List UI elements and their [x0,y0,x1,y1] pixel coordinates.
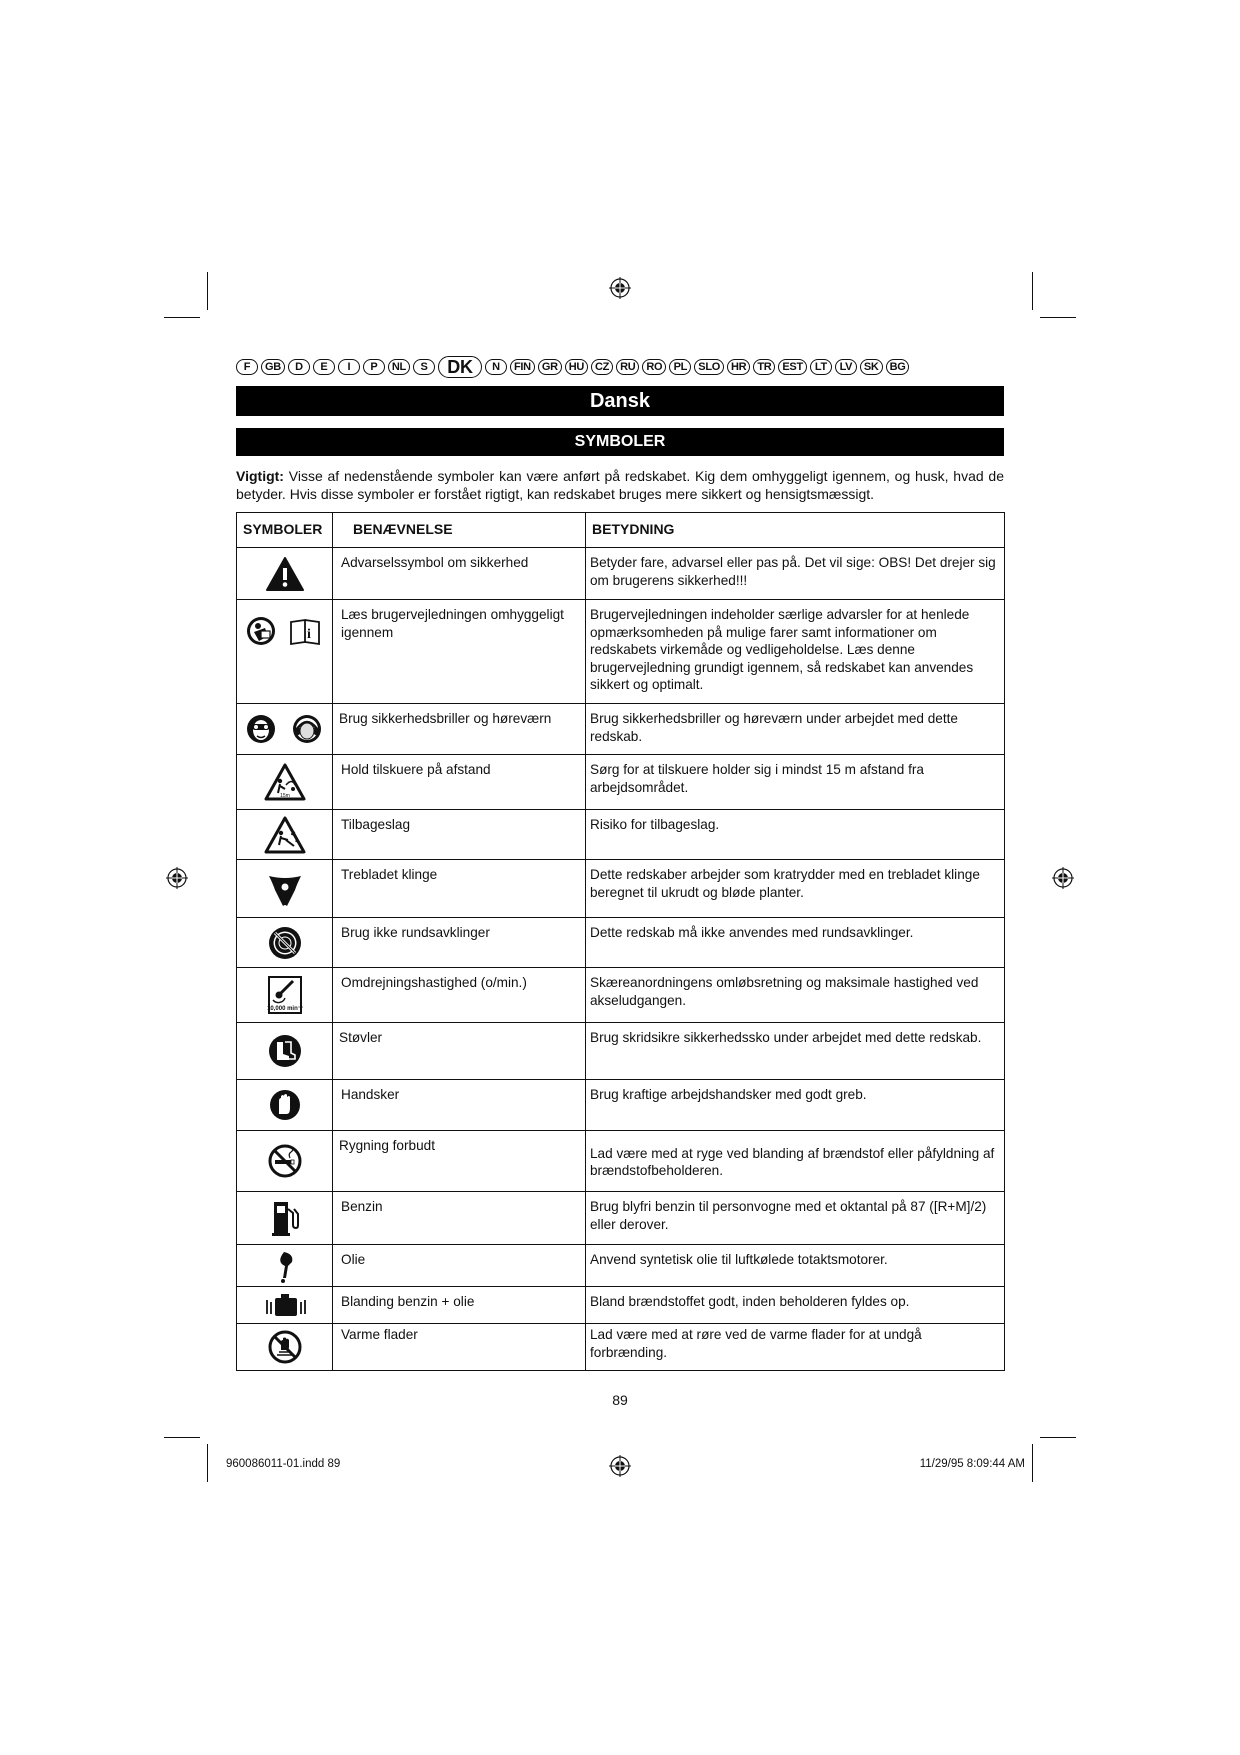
symbol-meaning: Brug skridsikre sikkerhedssko under arbejdet med dette redskab. [586,1023,1005,1080]
svg-text:i: i [306,627,311,642]
crop-mark [164,1437,200,1438]
table-row [237,548,1005,600]
table-row [237,860,1005,918]
symbol-meaning: Sørg for at tilskuere holder sig i mindst 15 m afstand fra arbejdsområdet. [586,755,1005,810]
language-tab[interactable]: F [236,359,258,375]
crop-mark [207,1444,208,1482]
fuel-pump-icon [270,1199,300,1237]
table-row [237,1131,1005,1192]
language-tab[interactable]: HU [565,359,588,375]
hot-surface-icon [267,1329,303,1365]
crop-mark [1040,1437,1076,1438]
language-tab[interactable]: PL [669,359,691,375]
symbol-name: Advarselssymbol om sikkerhed [333,548,586,600]
language-tab[interactable]: I [338,359,360,375]
no-smoking-icon [267,1143,303,1179]
symbol-meaning: Anvend syntetisk olie til luftkølede totaktsmotorer. [586,1245,1005,1287]
footer-timestamp: 11/29/95 8:09:44 AM [919,1458,1025,1470]
header-symbols: SYMBOLER [237,513,333,548]
symbol-name: Varme flader [333,1324,586,1371]
intro-lead: Vigtigt: [236,468,284,484]
table-row [237,1324,1005,1371]
symbols-table [236,512,1005,1371]
language-tab[interactable]: S [413,359,435,375]
intro-text: Visse af nedenstående symboler kan være anført på redskabet. Kig dem omhyggeligt igennem, og husk, hvad de betyder. Hvis disse symboler er forstået rigtigt, kan redskabet bruges mere sikkert og hensigtsmæssigt. [236,468,1004,502]
symbol-name: Brug ikke rundsavklinger [333,918,586,968]
symbol-meaning: Skæreanordningens omløbsretning og maksimale hastighed ved akseludgangen. [586,968,1005,1023]
header-meaning: BETYDNING [586,513,1005,548]
language-tab[interactable]: P [363,359,385,375]
language-tab[interactable]: FIN [510,359,535,375]
symbol-name: Hold tilskuere på afstand [333,755,586,810]
table-row [237,918,1005,968]
gloves-icon [268,1088,302,1122]
registration-mark-icon [1052,867,1074,889]
language-tab[interactable]: SLO [694,359,724,375]
symbol-name: Blanding benzin + olie [333,1287,586,1324]
crop-mark [164,317,200,318]
symbol-meaning: Lad være med at ryge ved blanding af brændstof eller påfyldning af brændstofbeholderen. [586,1131,1005,1192]
table-row [237,1192,1005,1245]
language-tab[interactable]: HR [727,359,750,375]
header-name: BENÆVNELSE [333,513,586,548]
language-tab[interactable]: GB [261,359,285,375]
symbol-name: Støvler [333,1023,586,1080]
language-tab-active[interactable]: DK [438,356,482,378]
symbol-meaning: Lad være med at røre ved de varme flader for at undgå forbrænding. [586,1324,1005,1371]
oil-can-icon [270,1248,300,1284]
symbol-meaning: Bland brændstoffet godt, inden beholderen fyldes op. [586,1287,1005,1324]
crop-mark [1040,317,1076,318]
table-row [237,600,1005,704]
boots-icon [267,1033,303,1069]
three-blade-icon [265,870,305,908]
table-row [237,704,1005,755]
language-tab[interactable]: GR [538,359,562,375]
goggles-ear-protection-icon [245,713,325,745]
crop-mark [1032,1444,1033,1482]
page-title: Dansk [236,386,1004,416]
language-tab[interactable]: NL [388,359,410,375]
registration-mark-icon [609,1455,631,1477]
symbol-name: Brug sikkerhedsbriller og høreværn [333,704,586,755]
symbol-name: Rygning forbudt [333,1131,586,1192]
symbol-meaning: Risiko for tilbageslag. [586,810,1005,860]
kickback-icon [264,816,306,854]
svg-text:15m: 15m [279,793,290,799]
language-tab[interactable]: LV [835,359,857,375]
table-row [237,1245,1005,1287]
language-tab[interactable]: RO [642,359,666,375]
rotation-speed-icon [267,975,303,1015]
language-tab[interactable]: EST [778,359,807,375]
symbol-name: Trebladet klinge [333,860,586,918]
table-row [237,810,1005,860]
symbol-meaning: Brug blyfri benzin til personvogne med et oktantal på 87 ([R+M]/2) eller derover. [586,1192,1005,1245]
table-row [237,1287,1005,1324]
speed-label: 10,000 min⁻¹ [266,1006,303,1012]
symbol-name: Handsker [333,1080,586,1131]
symbol-meaning: Dette redskaber arbejder som kratrydder med en trebladet klinge beregnet til ukrudt og bløde planter. [586,860,1005,918]
crop-mark [1032,272,1033,310]
language-tab[interactable]: D [288,359,310,375]
symbol-name: Olie [333,1245,586,1287]
registration-mark-icon [166,867,188,889]
symbol-meaning: Brug kraftige arbejdshandsker med godt greb. [586,1080,1005,1131]
symbol-meaning: Dette redskab må ikke anvendes med rundsavklinger. [586,918,1005,968]
language-tab[interactable]: TR [753,359,775,375]
language-tab[interactable]: CZ [591,359,613,375]
symbol-meaning: Brug sikkerhedsbriller og høreværn under arbejdet med dette redskab. [586,704,1005,755]
intro-paragraph [236,468,1004,503]
symbol-name: Benzin [333,1192,586,1245]
section-title: SYMBOLER [236,428,1004,456]
mix-fuel-icon [263,1290,307,1320]
language-tab[interactable]: RU [616,359,639,375]
language-selector [236,356,1004,378]
keep-distance-icon [264,763,306,801]
registration-mark-icon [609,277,631,299]
table-row [237,1080,1005,1131]
language-tab[interactable]: BG [886,359,910,375]
language-tab[interactable]: N [485,359,507,375]
footer-file-info: 960086011-01.indd 89 [226,1458,341,1470]
page-number: 89 [612,1392,628,1408]
table-row [237,968,1005,1023]
language-tab[interactable]: LT [810,359,832,375]
symbol-meaning: Betyder fare, advarsel eller pas på. Det vil sige: OBS! Det drejer sig om brugerens sikkerhed!!! [586,548,1005,600]
table-row [237,755,1005,810]
crop-mark [207,272,208,310]
table-row [237,1023,1005,1080]
symbol-name: Læs brugervejledningen omhyggeligt igennem [333,600,586,704]
symbol-meaning: Brugervejledningen indeholder særlige advarsler for at henlede opmærksomheden på mulige farer samt informationer om redskabets virkemåde og vedligeholdelse. Læs denne brugervejledning grundigt igennem, så redskabet kan anvendes sikkert og optimalt. [586,600,1005,704]
language-tab[interactable]: E [313,359,335,375]
symbol-name: Tilbageslag [333,810,586,860]
table-header-row [237,513,1005,548]
read-manual-icon [245,614,325,648]
warning-triangle-icon [265,556,305,592]
language-tab[interactable]: SK [860,359,883,375]
no-saw-blade-icon [267,925,303,961]
symbol-name: Omdrejningshastighed (o/min.) [333,968,586,1023]
